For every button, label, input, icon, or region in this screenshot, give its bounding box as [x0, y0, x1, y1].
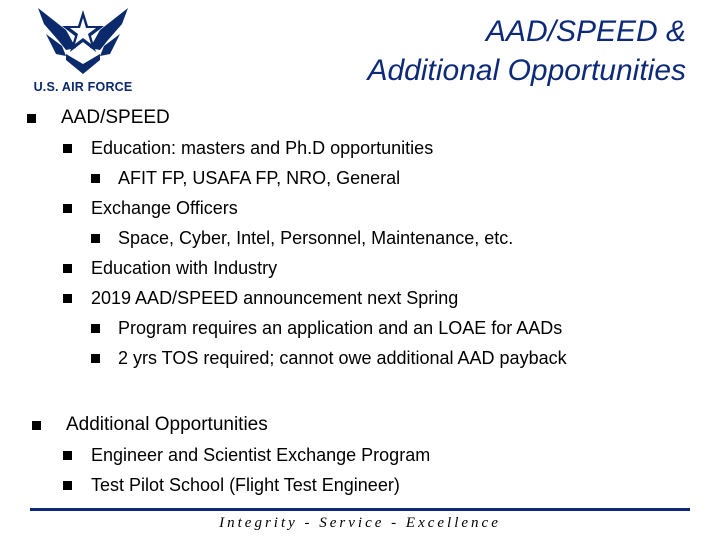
- bullet-level-1: [91, 287, 458, 309]
- square-bullet-icon: [91, 354, 100, 363]
- title-line-2: Additional Opportunities: [367, 54, 686, 87]
- bullet-text: AAD/SPEED: [61, 107, 170, 128]
- logo-wordmark: U.S. AIR FORCE: [33, 80, 133, 94]
- bullet-text: Exchange Officers: [91, 198, 238, 218]
- square-bullet-icon: [63, 451, 72, 460]
- square-bullet-icon: [63, 204, 72, 213]
- bullet-text: Education: masters and Ph.D opportunities: [91, 138, 434, 158]
- square-bullet-icon: [91, 324, 100, 333]
- bullet-text: Space, Cyber, Intel, Personnel, Maintenance, etc.: [118, 228, 514, 248]
- bullet-text: 2019 AAD/SPEED announcement next Spring: [91, 288, 459, 308]
- square-bullet-icon: [27, 114, 36, 123]
- footer-motto: Integrity - Service - Excellence: [219, 515, 501, 531]
- bullet-text: 2 yrs TOS required; cannot owe additional AAD payback: [118, 348, 567, 368]
- footer-divider: [30, 508, 690, 511]
- square-bullet-icon: [63, 481, 72, 490]
- bullet-text: Additional Opportunities: [66, 414, 268, 435]
- bullet-level-1: [91, 474, 400, 496]
- bullet-text: AFIT FP, USAFA FP, NRO, General: [118, 168, 401, 188]
- bullet-level-2: [118, 227, 513, 249]
- bullet-text: Engineer and Scientist Exchange Program: [91, 445, 431, 465]
- title-line-1: AAD/SPEED &: [485, 15, 686, 48]
- bullet-text: Education with Industry: [91, 258, 278, 278]
- bullet-level-0: [66, 414, 268, 436]
- bullet-level-0: [61, 107, 170, 129]
- bullet-level-1: [91, 444, 430, 466]
- bullet-level-1: [91, 197, 238, 219]
- bullet-level-1: [91, 137, 433, 159]
- square-bullet-icon: [63, 294, 72, 303]
- bullet-text: Program requires an application and an LOAE for AADs: [118, 318, 563, 338]
- bullet-level-2: [118, 317, 562, 339]
- square-bullet-icon: [32, 421, 41, 430]
- square-bullet-icon: [91, 234, 100, 243]
- bullet-level-2: [118, 167, 400, 189]
- square-bullet-icon: [91, 174, 100, 183]
- bullet-level-2: [118, 347, 567, 369]
- square-bullet-icon: [63, 144, 72, 153]
- bullet-text: Test Pilot School (Flight Test Engineer): [91, 475, 400, 495]
- bullet-level-1: [91, 257, 277, 279]
- square-bullet-icon: [63, 264, 72, 273]
